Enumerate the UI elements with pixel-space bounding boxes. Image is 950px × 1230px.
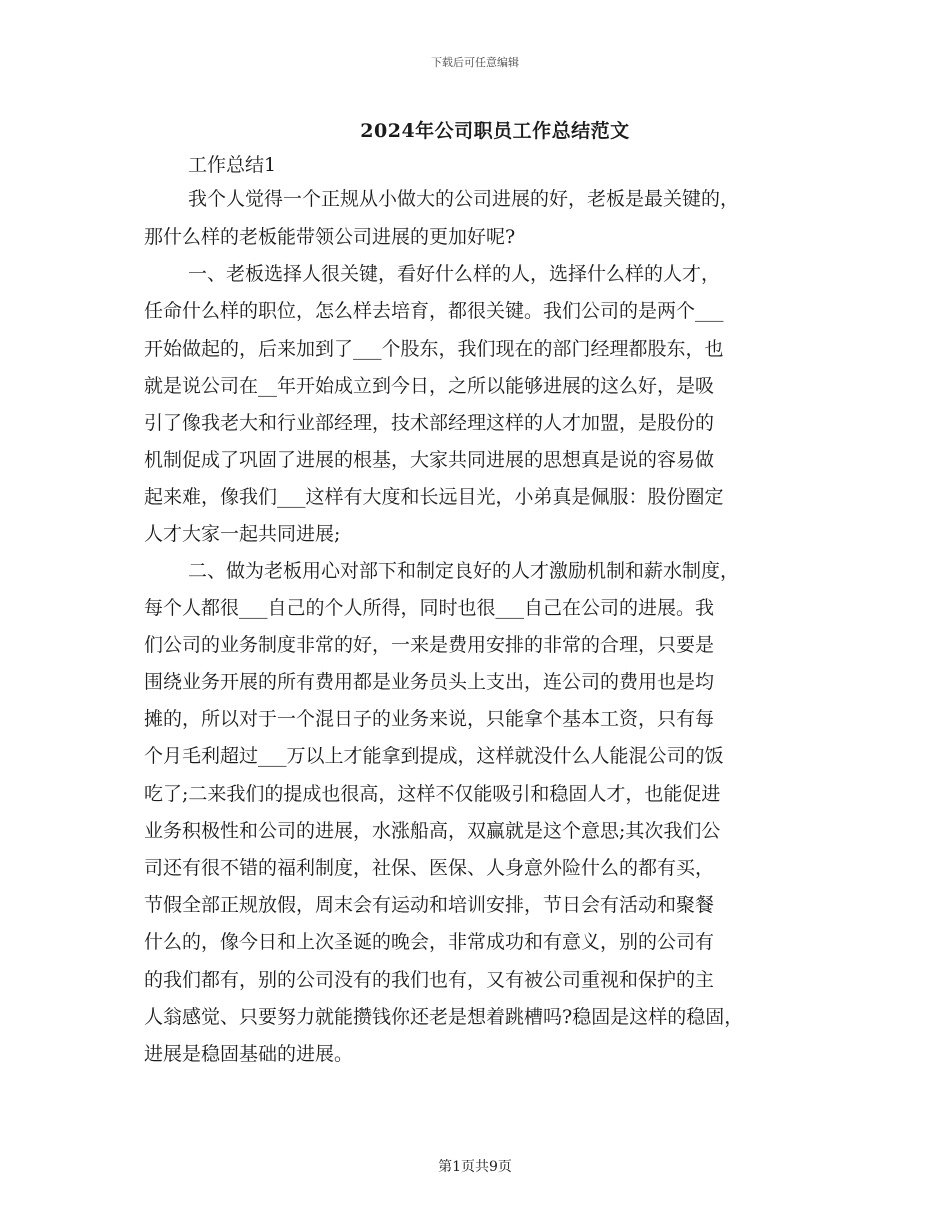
text-line: 起来难，像我们___这样有大度和长远目光，小弟真是佩服：股份圈定 — [144, 486, 724, 508]
text-line: 业务积极性和公司的进展，水涨船高，双赢就是这个意思;其次我们公 — [144, 820, 721, 842]
text-line: 就是说公司在__年开始成立到今日，之所以能够进展的这么好，是吸 — [144, 375, 715, 397]
page-footer: 第1页共9页 — [438, 1159, 512, 1175]
header-note: 下载后可任意编辑 — [431, 56, 519, 69]
text-line: 节假全部正规放假，周末会有运动和培训安排，节日会有活动和聚餐 — [144, 894, 715, 916]
text-line: 的我们都有，别的公司没有的我们也有，又有被公司重视和保护的主 — [144, 969, 715, 991]
text-line: 人翁感觉、只要努力就能攒钱你还老是想着跳槽吗?稳固是这样的稳固， — [144, 1006, 744, 1028]
text-line: 二、做为老板用心对部下和制定良好的人才激励机制和薪水制度， — [188, 560, 740, 582]
text-line: 机制促成了巩固了进展的根基，大家共同进展的思想真是说的容易做 — [144, 449, 715, 471]
section-subheading: 工作总结1 — [188, 154, 277, 176]
document-title: 2024年公司职员工作总结范文 — [360, 120, 630, 142]
text-line: 摊的，所以对于一个混日子的业务来说，只能拿个基本工资，只有每 — [144, 708, 715, 730]
text-line: 人才大家一起共同进展; — [144, 523, 341, 545]
text-line: 围绕业务开展的所有费用都是业务员头上支出，连公司的费用也是均 — [144, 671, 715, 693]
text-line: 我个人觉得一个正规从小做大的公司进展的好，老板是最关键的， — [188, 188, 740, 210]
text-line: 个月毛利超过___万以上才能拿到提成，这样就没什么人能混公司的饭 — [144, 745, 724, 767]
text-line: 一、老板选择人很关键，看好什么样的人，选择什么样的人才， — [188, 263, 721, 285]
text-line: 引了像我老大和行业部经理，技术部经理这样的人才加盟，是股份的 — [144, 412, 715, 434]
text-line: 开始做起的，后来加到了___个股东，我们现在的部门经理都股东，也 — [144, 338, 724, 360]
text-line: 司还有很不错的福利制度，社保、医保、人身意外险什么的都有买， — [144, 857, 715, 879]
text-line: 任命什么样的职位，怎么样去培育，都很关键。我们公司的是两个___ — [144, 300, 724, 322]
text-line: 那什么样的老板能带领公司进展的更加好呢? — [144, 226, 516, 248]
text-line: 进展是稳固基础的进展。 — [144, 1043, 354, 1065]
text-line: 什么的，像今日和上次圣诞的晚会，非常成功和有意义，别的公司有 — [144, 931, 715, 953]
text-line: 每个人都很___自己的个人所得，同时也很___自己在公司的进展。我 — [144, 597, 715, 619]
text-line: 吃了;二来我们的提成也很高，这样不仅能吸引和稳固人才，也能促进 — [144, 783, 721, 805]
text-line: 们公司的业务制度非常的好，一来是费用安排的非常的合理，只要是 — [144, 634, 715, 656]
